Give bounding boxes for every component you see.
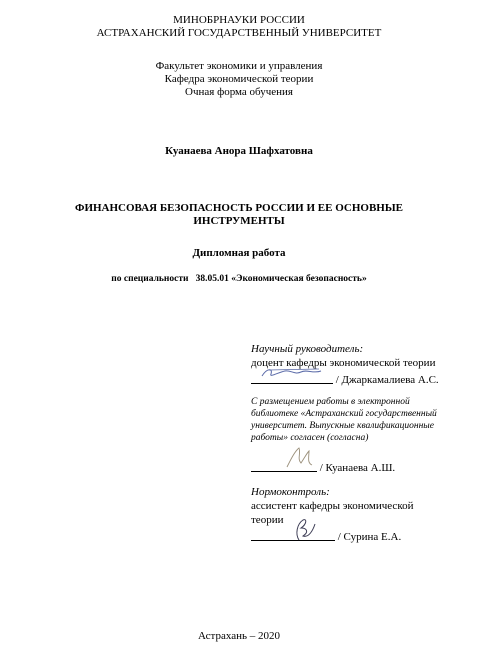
author-signature-icon — [279, 445, 319, 471]
supervisor-heading: Научный руководитель: — [251, 343, 364, 355]
consent-line3: университет. Выпускные квалификационные — [251, 421, 434, 431]
supervisor-signature-icon — [259, 366, 329, 380]
consent-line4: работы» согласен (согласна) — [251, 433, 369, 443]
normcontrol-line2: теории — [251, 514, 284, 526]
supervisor-position: доцент кафедры экономической теории — [251, 357, 436, 369]
author-short-name: / Куанаева А.Ш. — [319, 462, 396, 474]
department-name: Кафедра экономической теории — [164, 73, 314, 85]
city-year: Астрахань – 2020 — [197, 630, 281, 642]
signature-underline — [251, 371, 333, 384]
supervisor-signature-line — [251, 371, 476, 387]
supervisor-name: / Джаркамалиева А.С. — [335, 374, 439, 386]
work-type: Дипломная работа — [192, 247, 286, 259]
normcontrol-heading: Нормоконтроль: — [251, 486, 330, 498]
ministry-name: МИНОБРНАУКИ РОССИИ — [173, 14, 305, 26]
normcontrol-line1: ассистент кафедры экономической — [251, 500, 414, 512]
thesis-title-line2: ИНСТРУМЕНТЫ — [193, 215, 285, 227]
thesis-title-line1: ФИНАНСОВАЯ БЕЗОПАСНОСТЬ РОССИИ И ЕЕ ОСНОВНЫЕ — [75, 202, 403, 214]
normcontrol-name: / Сурина Е.А. — [337, 531, 402, 543]
faculty-name: Факультет экономики и управления — [155, 60, 323, 72]
author-signature-line — [251, 459, 466, 475]
author-name: Куанаева Анора Шафхатовна — [165, 145, 313, 157]
normcontrol-signature-icon — [285, 516, 325, 544]
study-form: Очная форма обучения — [185, 86, 293, 98]
university-name: АСТРАХАНСКИЙ ГОСУДАРСТВЕННЫЙ УНИВЕРСИТЕТ — [96, 27, 382, 39]
signature-underline — [251, 459, 317, 472]
normcontrol-signature-line — [251, 528, 466, 544]
consent-line1: С размещением работы в электронной — [251, 397, 410, 407]
specialty: по специальности 38.05.01 «Экономическая безопасность» — [111, 274, 367, 284]
consent-line2: библиотеке «Астраханский государственный — [251, 409, 437, 419]
signature-underline — [251, 528, 335, 541]
